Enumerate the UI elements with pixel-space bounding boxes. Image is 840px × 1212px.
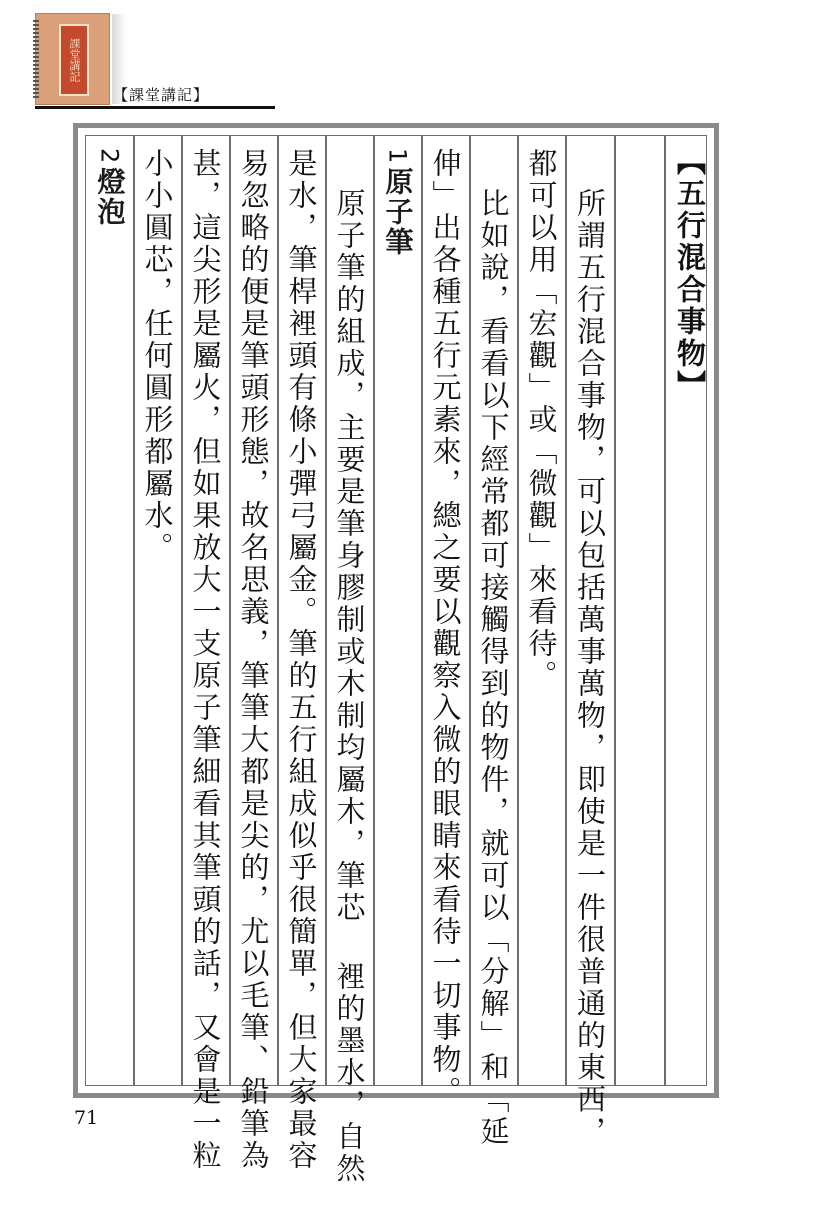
paragraph-line: 比如說，看看以下經常都可接觸得到的物件，就可以「分解」和「延: [476, 188, 511, 1148]
page-number: 71: [74, 1107, 99, 1129]
paragraph-line: 小小圓芯，任何圓形都屬水。: [140, 148, 175, 564]
book-logo: [35, 13, 110, 105]
column-heading: [374, 136, 421, 1085]
column-text: [566, 136, 614, 1148]
section-label: 【課堂講記】: [113, 86, 210, 104]
column-heading: [86, 136, 133, 1085]
logo-text: 課堂講記: [68, 38, 81, 82]
column-title: [665, 136, 715, 1085]
spiral-binding-icon: [33, 20, 39, 100]
header-rule: [35, 106, 275, 109]
heading-number: 2: [95, 148, 124, 164]
paragraph-line: 是水，筆桿裡頭有條小彈弓屬金。筆的五行組成似乎很簡單，但大家最容: [284, 148, 319, 1172]
heading-text: 燈泡: [93, 167, 127, 228]
column-text: [422, 136, 469, 1108]
column-text: [182, 136, 229, 1172]
heading-number: 1: [383, 148, 412, 164]
paragraph-line: 所謂五行混合事物，可以包括萬事萬物，即使是一件很普通的東西，: [573, 188, 607, 1148]
column-blank: [615, 136, 664, 1085]
paragraph-line: 甚，這尖形是屬火，但如果放大一支原子筆細看其筆頭的話，又會是一粒: [188, 148, 223, 1172]
paragraph-line: 都可以用「宏觀」或「微觀」來看待。: [524, 148, 559, 692]
heading-text: 原子筆: [381, 167, 415, 258]
column-text: [326, 136, 373, 1185]
column-text: [470, 136, 517, 1148]
paragraph-line: 伸」出各種五行元素來，總之要以觀察入微的眼睛來看待一切事物。: [428, 148, 463, 1108]
paragraph-line: 原子筆的組成，主要是筆身膠制或木制均屬木，筆芯 裡的墨水，自然: [332, 188, 367, 1185]
paragraph-line: 易忽略的便是筆頭形態，故名思義，筆筆大都是尖的，尤以毛筆、鉛筆為: [236, 148, 271, 1172]
column-text: [518, 136, 565, 1085]
column-text: [230, 136, 277, 1172]
book-cover-label: [59, 24, 89, 96]
column-text: [278, 136, 325, 1172]
section-title: 【五行混合事物】: [673, 146, 707, 402]
column-text: [134, 136, 181, 1085]
